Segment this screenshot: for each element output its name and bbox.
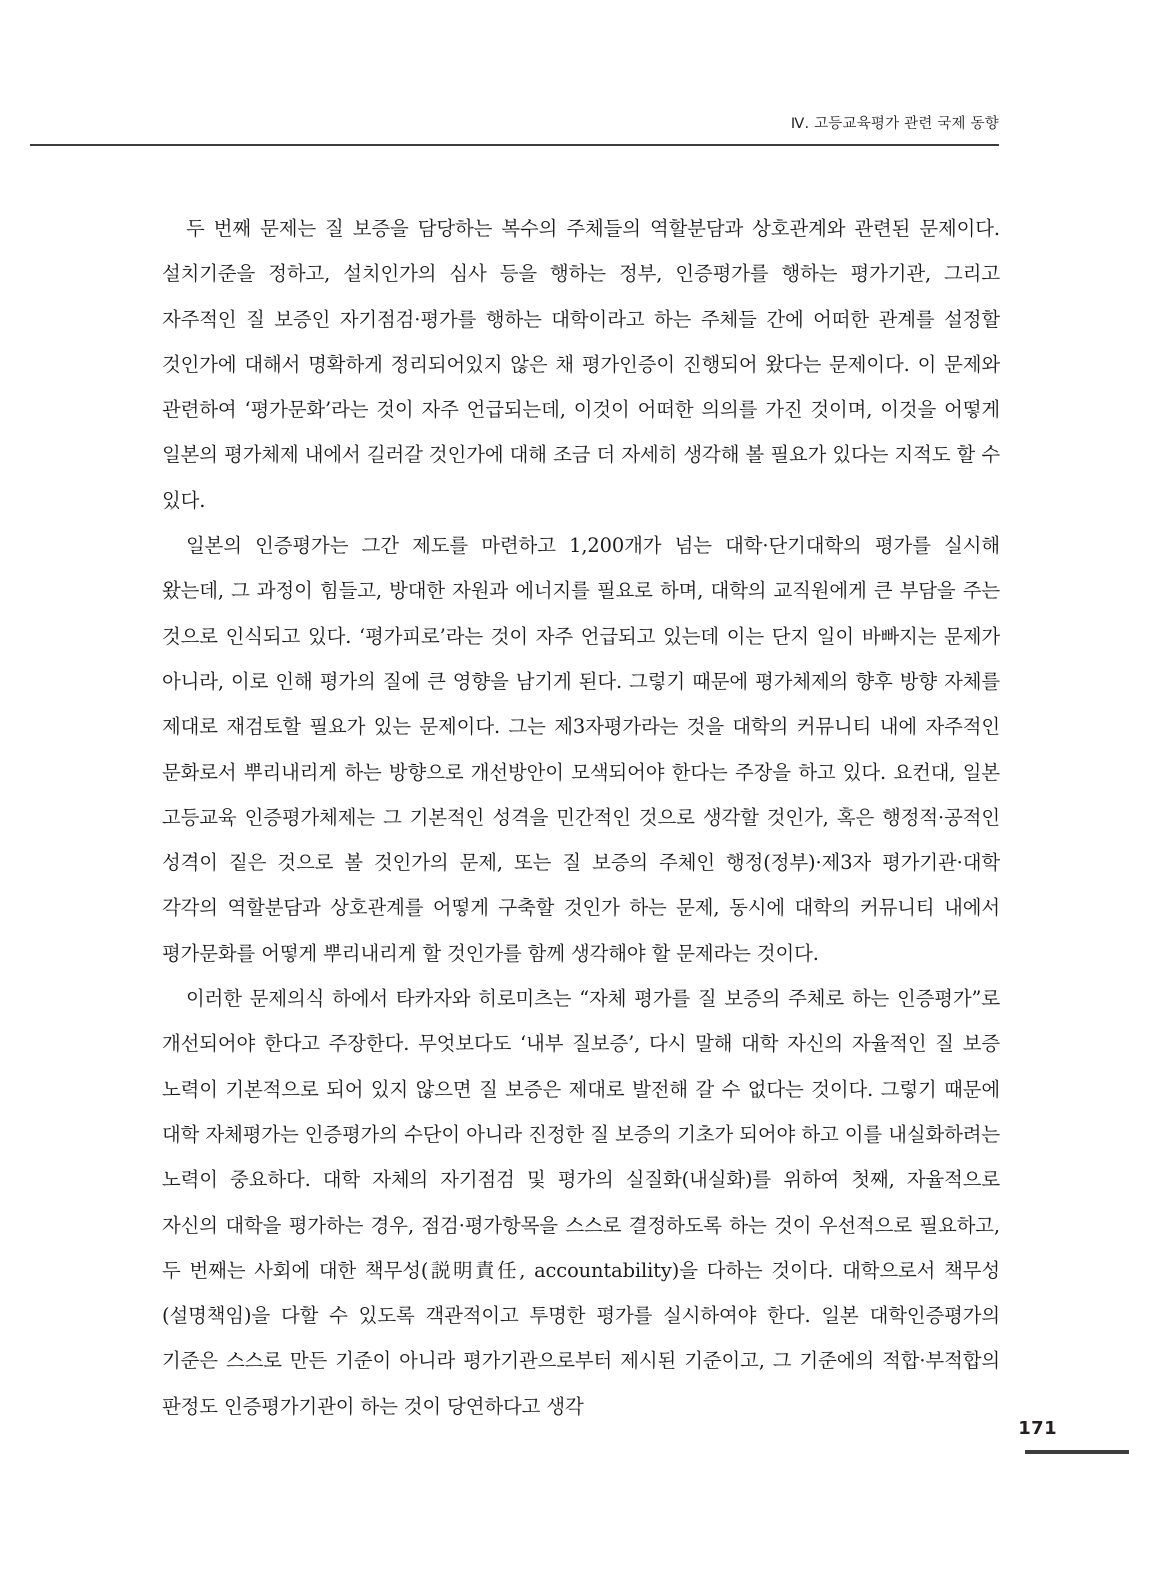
paragraph: 이러한 문제의식 하에서 타카자와 히로미츠는 “자체 평가를 질 보증의 주체로 하는 인증평가”로 개선되어야 한다고 주장한다. 무엇보다도 ‘내부 질보증’, 다시 말해 대학 자신의 자율적인 질 보증 노력이 기본적으로 되어 있지 않으면 질 보증은 제대로 발전해 갈 수 없다는 것이다. 그렇기 때문에 대학 자체평가는 인증평가의 수단이 아니라 진정한 질 보증의 기초가 되어야 하고 이를 내실화하려는 노력이 중요하다. 대학 자체의 자기점검 및 평가의 실질화(내실화)를 위하여 첫째, 자율적으로 자신의 대학을 평가하는 경우, 점검·평가항목을 스스로 결정하도록 하는 것이 우선적으로 필요하고, 두 번째는 사회에 대한 책무성(説明責任, accountability)을 다하는 것이다. 대학으로서 책무성(설명책임)을 다할 수 있도록 객관적이고 투명한 평가를 실시하여야 한다. 일본 대학인증평가의 기준은 스스로 만든 기준이 아니라 평가기관으로부터 제시된 기준이고, 그 기준에의 적합·부적합의 판정도 인증평가기관이 하는 것이 당연하다고 생각 [162, 987, 1000, 1418]
page-footer [0, 1418, 1159, 1478]
running-head-text: Ⅳ. 고등교육평가 관련 국제 동향 [790, 116, 999, 132]
paragraph: 두 번째 문제는 질 보증을 담당하는 복수의 주체들의 역할분담과 상호관계와 관련된 문제이다. 설치기준을 정하고, 설치인가의 심사 등을 행하는 정부, 인증평가를 행하는 평가기관, 그리고 자주적인 질 보증인 자기점검·평가를 행하는 대학이라고 하는 주체들 간에 어떠한 관계를 설정할 것인가에 대해서 명확하게 정리되어있지 않은 채 평가인증이 진행되어 왔다는 문제이다. 이 문제와 관련하여 ‘평가문화’라는 것이 자주 언급되는데, 이것이 어떠한 의의를 가진 것이며, 이것을 어떻게 일본의 평가체제 내에서 길러갈 것인가에 대해 조금 더 자세히 생각해 볼 필요가 있다는 지적도 할 수 있다. [162, 217, 1000, 512]
paragraph: 일본의 인증평가는 그간 제도를 마련하고 1,200개가 넘는 대학·단기대학의 평가를 실시해 왔는데, 그 과정이 힘들고, 방대한 자원과 에너지를 필요로 하며, 대학의 교직원에게 큰 부담을 주는 것으로 인식되고 있다. ‘평가피로’라는 것이 자주 언급되고 있는데 이는 단지 일이 바빠지는 문제가 아니라, 이로 인해 평가의 질에 큰 영향을 남기게 된다. 그렇기 때문에 평가체제의 향후 방향 자체를 제대로 재검토할 필요가 있는 문제이다. 그는 제3자평가라는 것을 대학의 커뮤니티 내에 자주적인 문화로서 뿌리내리게 하는 방향으로 개선방안이 모색되어야 한다는 주장을 하고 있다. 요컨대, 일본 고등교육 인증평가체제는 그 기본적인 성격을 민간적인 것으로 생각할 것인가, 혹은 행정적·공적인 성격이 짙은 것으로 볼 것인가의 문제, 또는 질 보증의 주체인 행정(정부)·제3자 평가기관·대학 각각의 역할분담과 상호관계를 어떻게 구축할 것인가 하는 문제, 동시에 대학의 커뮤니티 내에서 평가문화를 어떻게 뿌리내리게 할 것인가를 함께 생각해야 할 문제라는 것이다. [162, 534, 1000, 965]
page-number: 171 [1018, 1418, 1057, 1439]
body-text [162, 206, 1000, 1429]
header-divider [30, 144, 999, 146]
footer-divider [1025, 1450, 1129, 1454]
running-head [160, 112, 999, 146]
